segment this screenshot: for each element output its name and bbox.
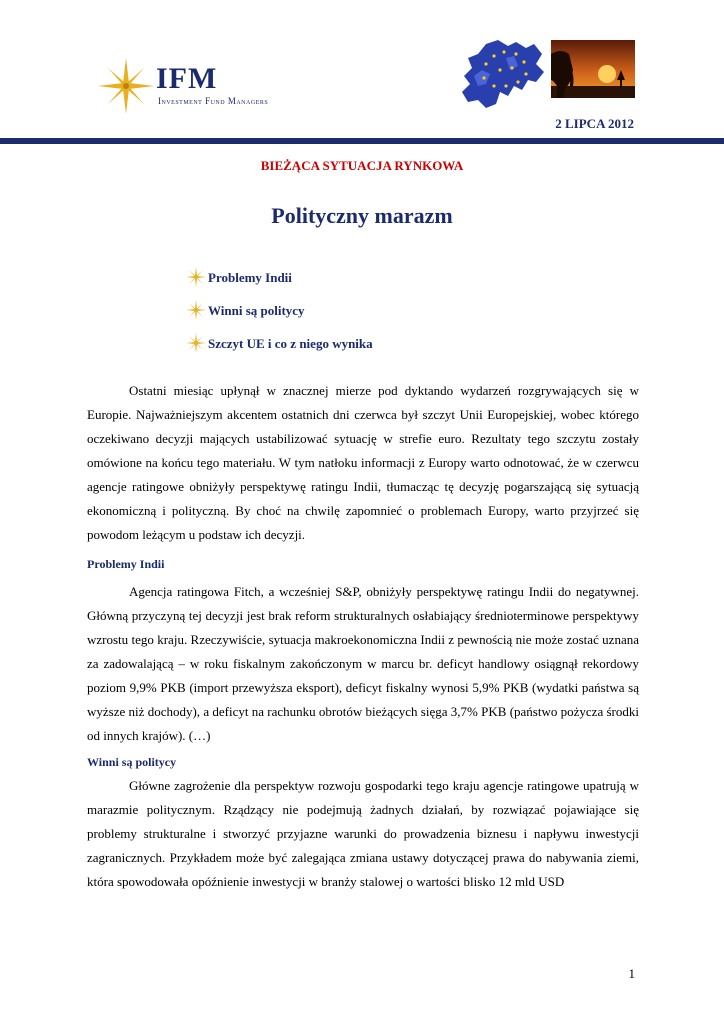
- section-problemy-indii: [87, 552, 639, 748]
- list-item: [186, 266, 373, 299]
- list-item: [186, 299, 373, 332]
- section-paragraph: Agencja ratingowa Fitch, a wcześniej S&P, obniżyły perspektywę ratingu Indii do negatywnej. Główną przyczyną tej decyzji jest brak reform strukturalnych osłabiający średnioterminowe perspektywy wzrostu tego kraju. Rzeczywiście, sytuacja makroekonomiczna Indii z pewnością nie może zostać uznana za zadowalającą – w roku fiskalnym zakończonym w marcu br. deficyt handlowy osiągnął rekordowy poziom 9,9% PKB (import przewyższa eksport), deficyt fiskalny wynosi 5,9% PKB (wydatki państwa są wyższe niż dochody), a deficyt na rachunku obrotów bieżących sięga 3,7% PKB (państwo pożycza środki od innych krajów). (…): [87, 584, 639, 743]
- list-item: [186, 332, 373, 365]
- section-winni-sa-politycy: [87, 750, 639, 894]
- summary-list: [186, 266, 373, 365]
- bullet-text: Winni są politycy: [208, 303, 305, 318]
- header-rule: [0, 138, 724, 144]
- article-body: [87, 379, 639, 547]
- bullet-text: Szczyt UE i co z niego wynika: [208, 336, 373, 351]
- logo-name: IFM: [156, 62, 218, 95]
- star-bullet-icon: [186, 267, 206, 287]
- star-bullet-icon: [186, 333, 206, 353]
- section-label: BIEŻĄCA SYTUACJA RYNKOWA: [260, 158, 464, 173]
- section-heading: Winni są politycy: [87, 755, 177, 769]
- page-title: Polityczny marazm: [271, 203, 453, 228]
- ifm-logo: [98, 58, 298, 118]
- page-number: 1: [628, 966, 635, 981]
- intro-paragraph: Ostatni miesiąc upłynął w znacznej mierze pod dyktando wydarzeń rozgrywających się w Europie. Najważniejszym akcentem ostatnich dni czerwca był szczyt Unii Europejskiej, wobec którego oczekiwano decyzji mających ustabilizować sytuację w strefie euro. Rezultaty tego szczytu zostały omówione na końcu tego materiału. W tym natłoku informacji z Europy warto odnotować, że w czerwcu agencje ratingowe obniżyły perspektywę ratingu Indii, tłumacząc tę decyzję pogarszającą się sytuacją ekonomiczną i polityczną. By choć na chwilę zapomnieć o problemach Europy, warto przyjrzeć się powodom leżącym u podstaw ich decyzji.: [87, 383, 639, 542]
- star-bullet-icon: [186, 300, 206, 320]
- section-paragraph: Główne zagrożenie dla perspektyw rozwoju gospodarki tego kraju agencje ratingowe upatrują w marazmie politycznym. Rządzący nie podejmują żadnych działań, by rozwiązać pojawiające się problemy strukturalne i stworzyć przyjazne warunki do prowadzenia biznesu i napływu inwestycji zagranicznych. Przykładem może być zalegająca zmiana ustawy dotyczącej prawa do nabywania ziemi, która spowodowała opóźnienie inwestycji w branży stalowej o wartości blisko 12 mld USD: [87, 778, 639, 889]
- bullet-text: Problemy Indii: [208, 270, 292, 285]
- section-heading: Problemy Indii: [87, 557, 165, 571]
- europe-map-icon: [456, 36, 548, 112]
- logo-subtitle: Investment Fund Managers: [158, 96, 269, 106]
- report-date: 2 LIPCA 2012: [555, 116, 634, 131]
- compass-star-icon: [98, 58, 154, 114]
- elephant-sunset-photo: [551, 40, 635, 98]
